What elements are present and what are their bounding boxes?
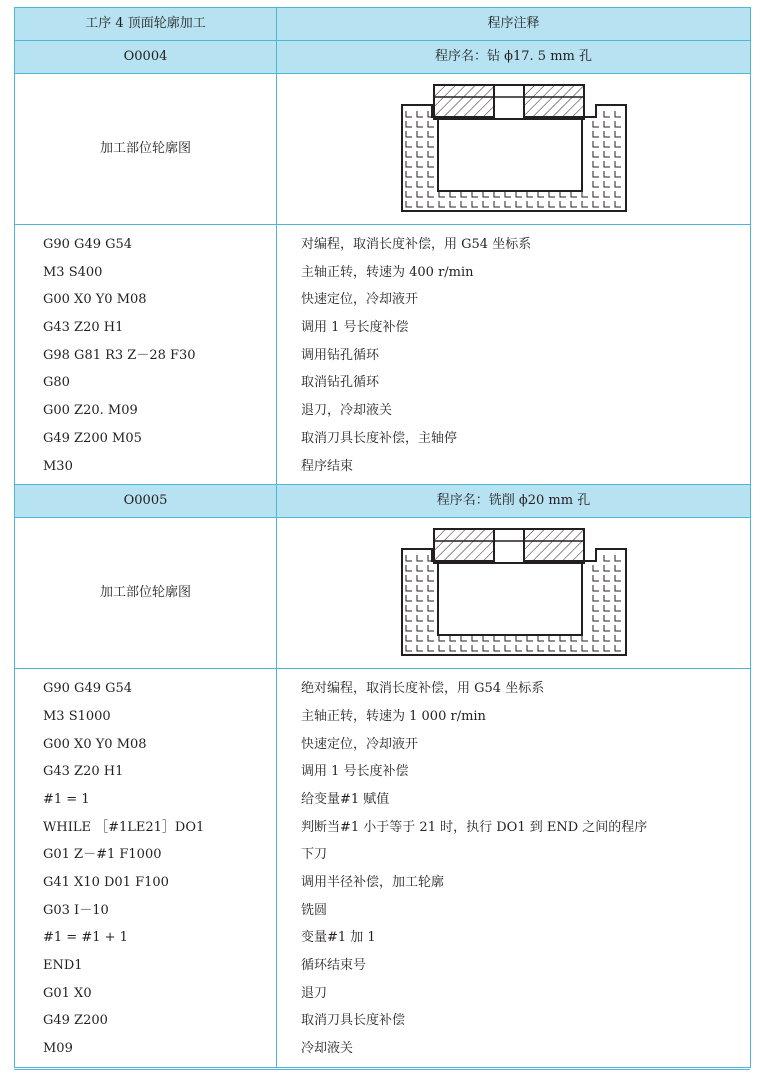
code-line: G43 Z20 H1 [43, 320, 124, 336]
program-name: 程序名：铣削 ϕ20 mm 孔 [277, 485, 751, 518]
header-process: 工序 4 顶面轮廓加工 [15, 8, 277, 41]
inner-cavity [438, 563, 582, 635]
figure-row [15, 518, 751, 669]
figure-row [15, 74, 751, 225]
code-line: G01 X0 [43, 985, 92, 1001]
top-plate-right [524, 85, 584, 119]
code-line: G98 G81 R3 Z－28 F30 [43, 347, 196, 363]
code-comment: 退刀，冷却液关 [301, 403, 393, 419]
code-comment: 调用钻孔循环 [301, 347, 380, 363]
code-line: M3 S1000 [43, 708, 111, 724]
program-header-row [15, 41, 751, 74]
program-name: 程序名：钻 ϕ17. 5 mm 孔 [277, 41, 751, 74]
figure-label: 加工部位轮廓图 [15, 518, 277, 669]
program-number: O0004 [15, 41, 277, 74]
note-column [277, 669, 751, 1068]
code-line: #1 = #1 + 1 [43, 930, 128, 946]
code-line: M30 [43, 458, 73, 474]
top-plate-right [524, 529, 584, 563]
note-column [277, 225, 751, 485]
code-line: G00 X0 Y0 M08 [43, 292, 147, 308]
part-profile-drawing [398, 527, 630, 659]
code-comment: 取消钻孔循环 [301, 375, 380, 391]
table-header [15, 8, 751, 41]
code-comment: 调用 1 号长度补偿 [301, 764, 409, 780]
code-line: END1 [43, 958, 83, 974]
code-line: G00 X0 Y0 M08 [43, 736, 147, 752]
code-comment: 主轴正转，转速为 1 000 r/min [301, 708, 486, 724]
code-line: G43 Z20 H1 [43, 764, 124, 780]
hole-slot [494, 529, 524, 563]
hole-slot [494, 85, 524, 119]
code-line: #1 = 1 [43, 791, 90, 807]
code-line: M3 S400 [43, 264, 103, 280]
code-comment: 给变量#1 赋值 [301, 791, 390, 807]
code-line: G90 G49 G54 [43, 237, 133, 252]
header-comment: 程序注释 [277, 8, 751, 41]
code-line: G80 [43, 375, 70, 391]
inner-cavity [438, 119, 582, 191]
code-column [15, 669, 277, 1068]
code-comment: 对编程，取消长度补偿，用 G54 坐标系 [301, 237, 532, 252]
top-plate-left [434, 529, 494, 563]
code-line: G00 Z20. M09 [43, 403, 138, 419]
code-comment: 调用 1 号长度补偿 [301, 320, 409, 336]
code-comment: 主轴正转，转速为 400 r/min [301, 264, 474, 280]
part-profile-figure [277, 74, 751, 225]
code-comment: 程序结束 [301, 458, 354, 474]
program-number: O0005 [15, 485, 277, 518]
code-comment: 取消刀具长度补偿，主轴停 [301, 430, 458, 446]
code-line: G01 Z－#1 F1000 [43, 847, 162, 863]
code-line: G90 G49 G54 [43, 681, 133, 697]
code-block [15, 225, 751, 485]
code-comment: 绝对编程，取消长度补偿，用 G54 坐标系 [301, 681, 545, 697]
code-line: G49 Z200 M05 [43, 430, 142, 446]
code-comment: 退刀 [301, 985, 328, 1001]
program-table [14, 7, 751, 1068]
code-comment: 快速定位，冷却液开 [301, 292, 419, 308]
code-line: G41 X10 D01 F100 [43, 875, 169, 890]
code-comment: 快速定位，冷却液开 [301, 736, 419, 752]
code-line: G03 I－10 [43, 902, 109, 918]
top-plate-left [434, 85, 494, 119]
code-line: WHILE ［#1LE21］DO1 [43, 819, 205, 835]
part-profile-figure [277, 518, 751, 669]
code-comment: 取消刀具长度补偿 [301, 1013, 406, 1029]
code-comment: 冷却液关 [301, 1041, 354, 1057]
code-comment: 判断当#1 小于等于 21 时，执行 DO1 到 END 之间的程序 [301, 819, 648, 835]
code-block [15, 669, 751, 1068]
code-line: G49 Z200 [43, 1013, 108, 1029]
code-comment: 铣圆 [301, 902, 328, 918]
code-line: M09 [43, 1041, 73, 1057]
code-comment: 调用半径补偿，加工轮廓 [301, 875, 445, 890]
code-column [15, 225, 277, 485]
bottom-rule [14, 1069, 750, 1070]
figure-label: 加工部位轮廓图 [15, 74, 277, 225]
code-comment: 循环结束号 [301, 958, 367, 974]
part-profile-drawing [398, 83, 630, 215]
code-comment: 下刀 [301, 847, 328, 863]
code-comment: 变量#1 加 1 [301, 930, 376, 946]
program-header-row [15, 485, 751, 518]
